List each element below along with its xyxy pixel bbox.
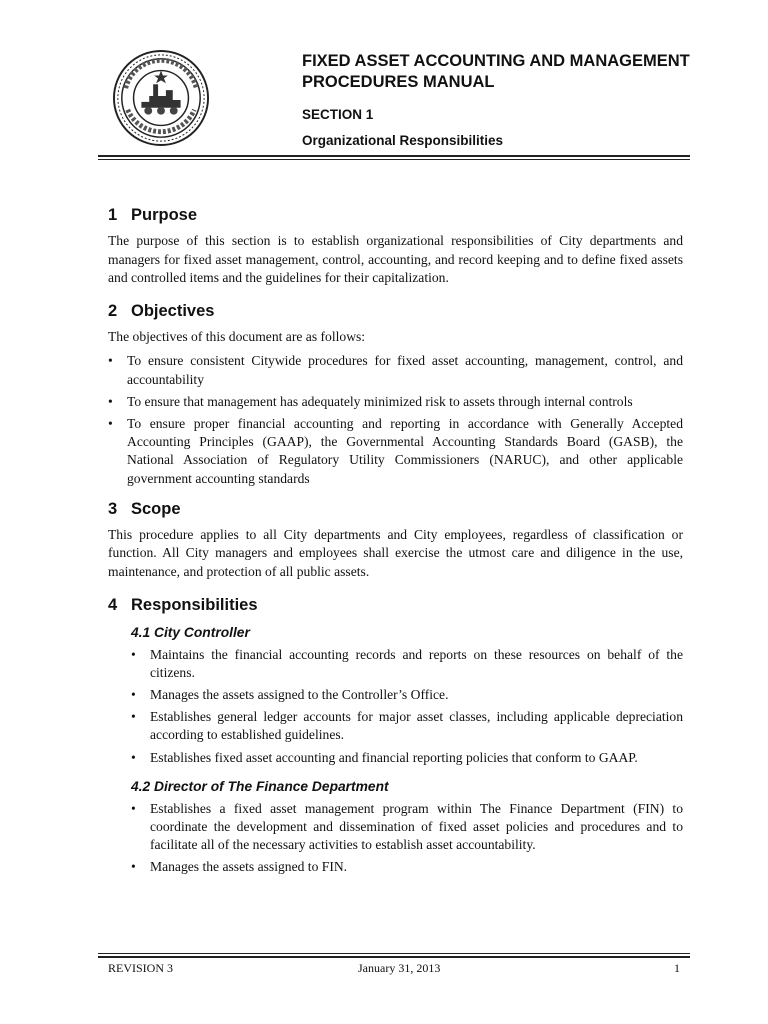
purpose-paragraph: The purpose of this section is to establish organizational responsibilities of City departments and managers for fixed asset management, control, accounting, and record keeping and to define fixed assets and controlled items and the guidelines for their capitalization. [108,233,683,286]
section-heading-scope [108,500,683,519]
header-rule [98,155,690,160]
section-title: Responsibilities [131,595,258,614]
page-title: FIXED ASSET ACCOUNTING AND MANAGEMENT PROCEDURES MANUAL [302,52,690,91]
section-label: SECTION 1 [302,107,374,122]
section-number: 4 [108,595,118,614]
section-number: 2 [108,301,118,320]
section-heading-responsibilities [108,596,683,615]
objectives-intro: The objectives of this document are as follows: [108,328,366,344]
footer-revision: REVISION 3 [108,961,173,975]
city-seal-icon [112,49,210,147]
subsection-finance-director [131,779,683,877]
controller-duties-list [131,646,683,767]
list-item: • Manages the assets assigned to FIN. [131,858,683,876]
list-item: • To ensure proper financial accounting and reporting in accordance with Generally Accepted Accounting Principles (GAAP), the Governmental Accounting Standards Board (GASB), the National Association of Regulatory Utility Commissioners (NARUC), and other applicable government accounting standards [108,415,683,488]
footer-date: January 31, 2013 [358,961,441,975]
subsection-title: 4.2 Director of The Finance Department [131,778,389,794]
list-item: • Establishes fixed asset accounting and financial reporting policies that conform to GAAP. [131,749,683,767]
section-number: 1 [108,206,118,224]
objectives-list [108,352,683,487]
list-item: • Maintains the financial accounting records and reports on these resources on behalf of the citizens. [131,646,683,682]
list-item: • Manages the assets assigned to the Controller’s Office. [131,686,683,704]
list-item: • To ensure that management has adequately minimized risk to assets through internal controls [108,393,683,411]
section-number: 3 [108,499,118,518]
section-title: Purpose [131,206,198,224]
list-item: • To ensure consistent Citywide procedures for fixed asset accounting, management, control, and accountability [108,352,683,388]
section-heading-objectives [108,302,683,321]
page-number: 1 [674,961,680,975]
document-body [108,206,683,881]
section-title: Scope [131,499,181,518]
finance-duties-list [131,800,683,877]
subsection-title: 4.1 City Controller [131,624,250,640]
section-title: Objectives [131,301,215,320]
list-item: • Establishes general ledger accounts for major asset classes, including applicable depreciation according to established guidelines. [131,708,683,744]
section-subtitle: Organizational Responsibilities [302,133,504,148]
scope-paragraph: This procedure applies to all City departments and City employees, regardless of classification or function. All City managers and employees shall exercise the utmost care and diligence in the use, maintenance, and protection of all public assets. [108,526,683,579]
section-heading-purpose [108,206,683,225]
list-item: • Establishes a fixed asset management program within The Finance Department (FIN) to coordinate the development and dissemination of fixed asset policies and procedures and to facilitate all of the necessary activities to establish asset accountability. [131,800,683,855]
footer-rule [98,953,690,958]
subsection-city-controller [131,625,683,767]
